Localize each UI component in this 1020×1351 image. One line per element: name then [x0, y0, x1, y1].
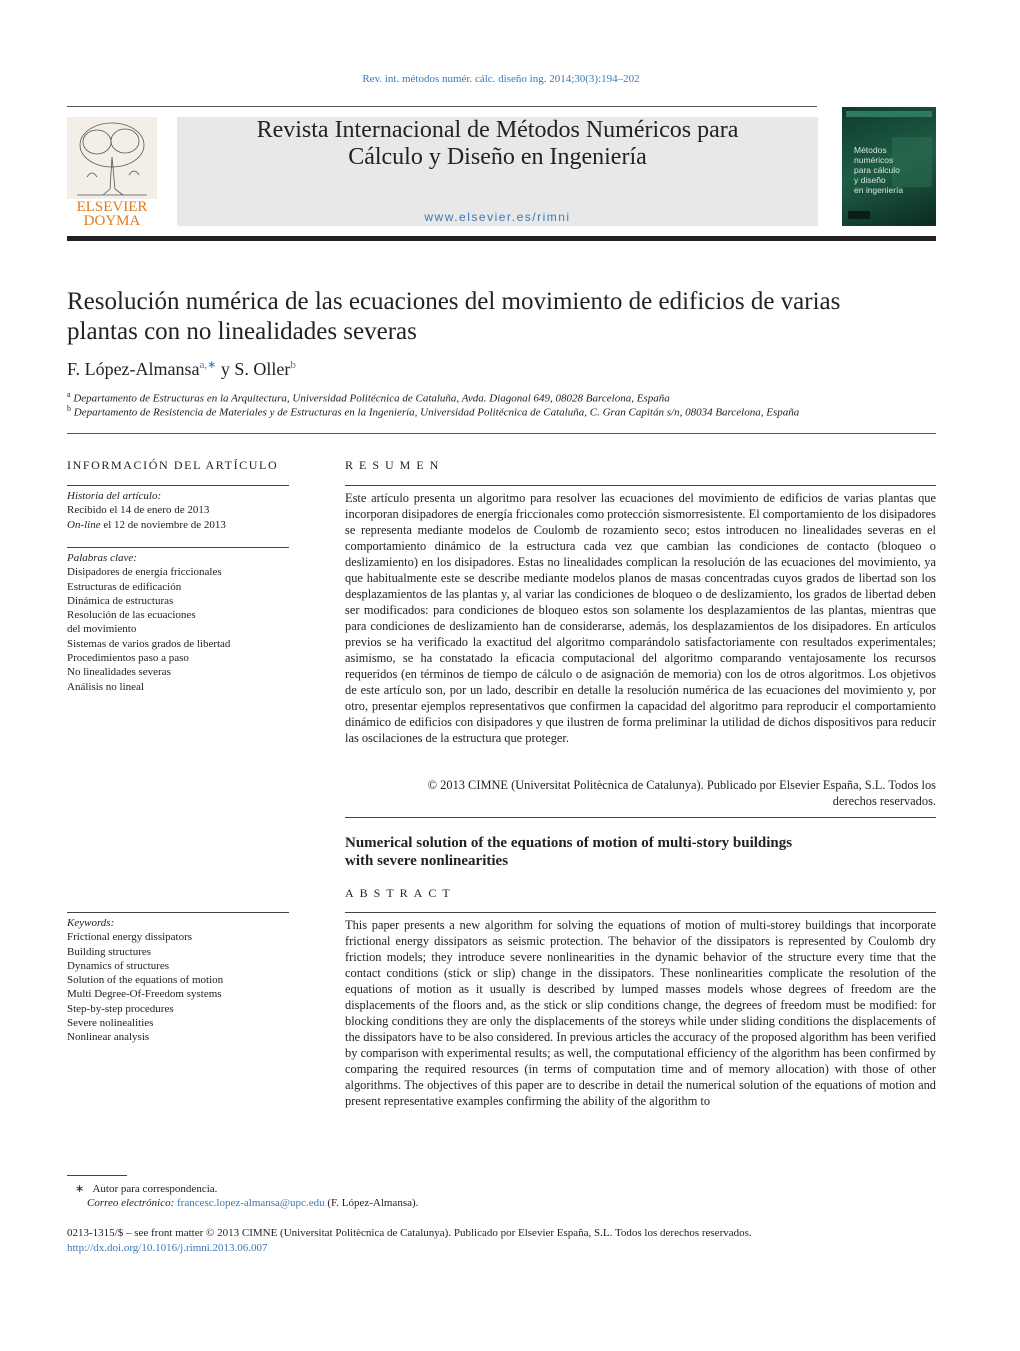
keyword-item: Dinámica de estructuras [67, 594, 174, 607]
header-bottom-rule [67, 236, 936, 241]
author-lopez-almansa: F. López-Almansa [67, 359, 200, 379]
keyword-item: Frictional energy dissipators [67, 931, 193, 944]
doi-link[interactable]: http://dx.doi.org/10.1016/j.rimni.2013.06.007 [67, 1242, 268, 1254]
cover-title: Métodos numéricos para cálculo y diseño en ingeniería [854, 145, 904, 195]
journal-title-line2: Cálculo y Diseño en Ingeniería [348, 144, 647, 170]
journal-cover-image [842, 107, 936, 226]
affiliation-b: $^b$ Departamento de Resistencia de Materiales y de Estructuras en la Ingeniería, Universidad Politécnica de Cataluña, C. Gran Capitán s/n, 08034 Barcelona, España [67, 404, 800, 419]
keywords-en: Keywords: Frictional energy dissipators Building structures Dynamics of structures Solution of the equations of motion Multi Degree-Of-Freedom systems Step-by-step procedures Severe nolinealities Nonlinear analysis [67, 916, 297, 1045]
keywords-es: Palabras clave: Disipadores de energía friccionales Estructuras de edificación Dinámica de estructuras Resolución de las ecuaciones del movimiento Sistemas de varios grados de libertad Procedimientos paso a paso No linealidades severas Análisis no lineal [67, 551, 297, 694]
info-rule-3 [67, 912, 289, 913]
keyword-item: Dynamics of structures [67, 959, 170, 972]
keyword-item: Procedimientos paso a paso [67, 652, 189, 665]
resumen-heading: RESUMEN [345, 458, 445, 472]
journal-title-line1: Revista Internacional de Métodos Numéricos para [256, 117, 739, 143]
keyword-item: Building structures [67, 945, 152, 958]
keyword-item: Multi Degree-Of-Freedom systems [67, 988, 222, 1001]
journal-title [177, 117, 818, 171]
info-rule-2 [67, 547, 289, 548]
author-list [67, 358, 296, 380]
abstract-heading: ABSTRACT [345, 886, 456, 900]
journal-url-link[interactable]: www.elsevier.es/rimni [424, 210, 571, 224]
keyword-item: Nonlinear analysis [67, 1031, 150, 1044]
keyword-item: Disipadores de energía friccionales [67, 566, 222, 579]
corresponding-author-note: ∗ Autor para correspondencia. [75, 1183, 218, 1195]
header-top-rule [67, 106, 817, 107]
abstract-text: This paper presents a new algorithm for solving the equations of motion of multi-storey buildings that incorporate frictional energy dissipators as seismic protection. The behavior of the dissipators is represented by Coulomb dry friction models; they introduce severe nonlinearities in the dynamic behavior of the structure every time that the contact conditions (stick or slip) change in the dissipators. These nonlinearities complicate the resolution of the equations of motion as it usually is described by lumped masses models whose degrees of freedom are the displacements of the floors and, as the stick or slip conditions change, the degrees of freedom must be modified: for blocking conditions they are only the displacements of the storeys while under sliding conditions the displacements of the dissipators have to be also considered. In previous articles the accuracy of the proposed algorithm has been verified by comparison with experimental results; as well, the computational efficiency of the algorithm has been confirmed by comparing the required resources (in terms of computation time and of memory allocation) with those of other algorithms. The objectives of this paper are to describe in detail the numerical solution of the equations of motion and present representative examples confirming the ability of the algorithm to [345, 918, 936, 1108]
keyword-item: No linealidades severas [67, 666, 171, 679]
journal-citation[interactable]: Rev. int. métodos numér. cálc. diseño ing. 2014;30(3):194–202 [362, 73, 640, 85]
keyword-item: Solution of the equations of motion [67, 974, 224, 987]
svg-text:ELSEVIER: ELSEVIER [76, 199, 148, 215]
resumen-text: Este artículo presenta un algoritmo para resolver las ecuaciones del movimiento de edificios de varias plantas que incorporan disipadores de energía friccionales como protección sismorresistente. El comportamiento de los disipadores se representa mediante modelos de Coulomb de rozamiento seco; estos introducen no linealidades severas en el comportamiento dinámico de la estructura cada vez que cambian las condiciones de contacto (bloqueo o deslizamiento) en los disipadores. Estas no linealidades complican la resolución de las ecuaciones del movimiento, ya que habitualmente este se describe mediante modelos planos de masas concentradas cuyos grados de libertad son los desplazamientos de las plantas y, al variar las condiciones de bloqueo o de deslizamiento, los grados de libertad deben ser modificados: para condiciones de bloqueo estos son solamente los desplazamientos de las plantas, mientras que para condiciones de deslizamiento han de considerarse, además, los desplazamientos de los disipadores. En artículos previos se ha verificado la exactitud del algoritmo comparándolo satisfactoriamente con resultados experimentales; asimismo, se ha constatado la eficacia computacional del algoritmo comparando ventajosamente los recursos requeridos (en términos de tiempo de cálculo o de asignación de memoria) con los de otros algoritmos. Los objetivos de este artículo son, por un lado, describir en detalle la resolución numérica de las ecuaciones del movimiento y, por otro, presentar ejemplos representativos que confirmen la capacidad del algoritmo para reproducir el comportamiento dinámico de edificios con disipadores y que ilustren de forma preliminar la utilidad de dichos dispositivos para reducir las oscilaciones de la estructura que proteger. [345, 491, 936, 745]
author-oller: y S. Oller [216, 359, 291, 379]
author2-affil-link[interactable]: b [290, 359, 296, 371]
affiliation-a: $^a$ Departamento de Estructuras en la Arquitectura, Universidad Politécnica de Cataluña, Avda. Diagonal 649, 08028 Barcelona, España [67, 390, 670, 405]
english-title: Numerical solution of the equations of motion of multi-story buildings with severe nonlinearities [345, 835, 793, 869]
email-link[interactable]: francesc.lopez-almansa@upc.edu [177, 1197, 325, 1209]
article-info-heading: INFORMACIÓN DEL ARTÍCULO [67, 458, 279, 472]
keyword-item: Step-by-step procedures [67, 1002, 174, 1015]
keyword-item: Sistemas de varios grados de libertad [67, 637, 231, 650]
author1-affil-link[interactable]: a,∗ [199, 359, 217, 371]
elsevier-logo [67, 117, 157, 227]
abstract-rule [345, 912, 936, 913]
info-rule-1 [67, 485, 289, 486]
email-note: Correo electrónico: francesc.lopez-almansa@upc.edu (F. López-Almansa). [87, 1197, 419, 1209]
svg-text:DOYMA: DOYMA [83, 213, 141, 227]
keyword-item: Estructuras de edificación [67, 580, 182, 593]
elsevier-tree-icon [67, 117, 157, 227]
resumen-copyright: © 2013 CIMNE (Universitat Politècnica de Catalunya). Publicado por Elsevier España, S.L. Todos los derechos reservados. [427, 778, 936, 808]
footnote-rule [67, 1175, 127, 1176]
keyword-item: Severe nolinealities [67, 1017, 154, 1030]
article-title: Resolución numérica de las ecuaciones del movimiento de edificios de varias plantas con no linealidades severas [67, 288, 841, 345]
issn-note: 0213-1315/$ – see front matter © 2013 CIMNE (Universitat Politècnica de Catalunya). Publicado por Elsevier España, S.L. Todos los derechos reservados. [67, 1227, 752, 1239]
resumen-end-rule [345, 817, 936, 818]
keyword-item: del movimiento [67, 623, 137, 636]
keyword-item: Análisis no lineal [67, 680, 144, 693]
resumen-rule [345, 485, 936, 486]
article-history: Historia del artículo: Recibido el 14 de enero de 2013 On-line el 12 de noviembre de 2013 [67, 490, 226, 531]
keyword-item: Resolución de las ecuaciones [67, 609, 196, 622]
section-divider [67, 433, 936, 434]
